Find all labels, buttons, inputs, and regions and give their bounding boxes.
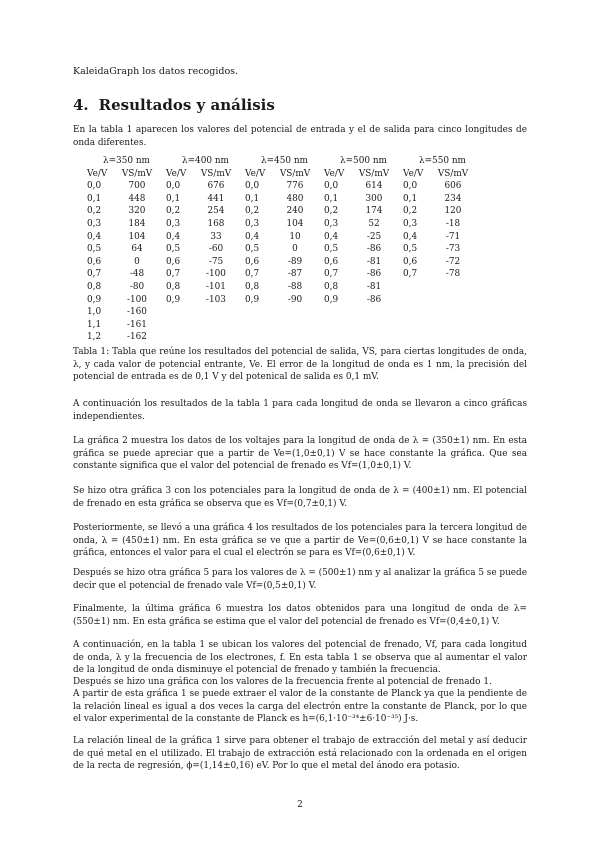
- cell-vs: 320: [128, 206, 146, 217]
- wavelength-header: λ=550 nm: [419, 156, 466, 166]
- paragraph-5: Después se hizo otra gráfica 5 para los valores de λ = (500±1) nm y al analizar la gráfica 5 se puede decir que el potencial de frenado vale Vf=(0,5±0,1) V.: [73, 568, 527, 591]
- cell-ve: 0,4: [166, 231, 181, 242]
- cell-ve: 0,8: [87, 281, 102, 292]
- intro-line: KaleidaGraph los datos recogidos.: [73, 66, 239, 77]
- cell-vs: -100: [127, 294, 147, 305]
- cell-vs: 33: [210, 231, 222, 242]
- cell-ve: 0,3: [166, 218, 181, 229]
- cell-ve: 0,2: [87, 206, 102, 217]
- cell-ve: 0,1: [166, 193, 181, 204]
- cell-vs: -18: [445, 218, 461, 229]
- table-row: [324, 231, 394, 244]
- column-header-ve: Ve/V: [245, 168, 266, 179]
- cell-ve: 0,2: [324, 206, 339, 217]
- table-row: [166, 256, 236, 269]
- table-row: [87, 180, 157, 193]
- cell-vs: 174: [365, 206, 383, 217]
- cell-ve: 0,1: [403, 193, 418, 204]
- column-headers: [324, 168, 394, 181]
- cell-vs: 254: [207, 206, 225, 217]
- cell-vs: 614: [365, 181, 383, 192]
- cell-vs: -86: [366, 294, 382, 305]
- wavelength-header: λ=450 nm: [261, 156, 308, 166]
- cell-ve: 0,8: [245, 281, 260, 292]
- cell-ve: 0,9: [87, 294, 102, 305]
- cell-ve: 0,7: [403, 269, 418, 280]
- table-row: [403, 205, 473, 218]
- cell-vs: -89: [287, 256, 303, 267]
- paragraph-10: La relación lineal de la gráfica 1 sirve para obtener el trabajo de extracción del metal y así deducir de qué metal en el utilizado. El trabajo de extracción está relacionado con la ordenada en el origen de la recta de regresión, ϕ=(1,14±0,16) eV. Por lo que el metal del ánodo era potasio.: [73, 736, 527, 772]
- cell-vs: 776: [286, 181, 304, 192]
- paragraph-6: Finalmente, la última gráfica 6 muestra los datos obtenidos para una longitud de onda de λ=(550±1) nm. En esta gráfica se estima que el valor del potencial de frenado es Vf=(0,4±0,1) V.: [73, 604, 527, 627]
- table-row: [87, 231, 157, 244]
- table-group-5: [403, 155, 473, 281]
- table-row: [324, 193, 394, 206]
- cell-vs: -81: [366, 256, 382, 267]
- cell-ve: 0,4: [245, 231, 260, 242]
- cell-vs: -86: [366, 269, 382, 280]
- table-row: [324, 256, 394, 269]
- column-header-vs: VS/mV: [358, 168, 390, 179]
- section-number: 4.: [73, 96, 89, 114]
- cell-ve: 0,6: [245, 256, 260, 267]
- cell-vs: 441: [207, 193, 225, 204]
- cell-ve: 0,7: [245, 269, 260, 280]
- table-group-3: [245, 155, 315, 306]
- cell-vs: 184: [128, 218, 146, 229]
- table-row: [403, 180, 473, 193]
- cell-ve: 0,7: [166, 269, 181, 280]
- cell-vs: -161: [127, 319, 147, 330]
- cell-vs: -81: [366, 281, 382, 292]
- table-row: [324, 205, 394, 218]
- cell-vs: 104: [128, 231, 146, 242]
- column-headers: [403, 168, 473, 181]
- paragraph-1: A continuación los resultados de la tabla 1 para cada longitud de onda se llevaron a cinco gráficas independientes.: [73, 399, 527, 422]
- table-row: [166, 294, 236, 307]
- cell-ve: 0,4: [403, 231, 418, 242]
- cell-vs: -78: [445, 269, 461, 280]
- section-heading: [73, 96, 275, 114]
- cell-ve: 1,2: [87, 332, 102, 343]
- table-row: [166, 243, 236, 256]
- table-row: [166, 193, 236, 206]
- table-row: [87, 319, 157, 332]
- cell-vs: -103: [206, 294, 226, 305]
- table-row: [245, 180, 315, 193]
- cell-ve: 0,0: [87, 181, 102, 192]
- cell-ve: 0,9: [245, 294, 260, 305]
- table-row: [245, 256, 315, 269]
- cell-ve: 0,6: [403, 256, 418, 267]
- cell-vs: 120: [444, 206, 462, 217]
- paragraph-2: La gráfica 2 muestra los datos de los voltajes para la longitud de onda de λ = (350±1) nm. En esta gráfica se puede apreciar que a partir de Ve=(1,0±0,1) V se hace constante la gráfica. Que sea constante significa que el valor del potencial de frenado es Vf=(1,0±0,1) V.: [73, 436, 527, 472]
- cell-ve: 0,6: [324, 256, 339, 267]
- cell-ve: 0,0: [324, 181, 339, 192]
- cell-vs: -73: [445, 244, 461, 255]
- cell-ve: 0,3: [324, 218, 339, 229]
- paragraph-9: A partir de esta gráfica 1 se puede extraer el valor de la constante de Planck ya que la pendiente de la relación lineal es igual a dos veces la carga del electrón entre la constante de Planck, por lo que el valor experimental de la constante de Planck es h=(6,1·10⁻³⁴±6·10⁻³⁵) J·s.: [73, 689, 527, 725]
- table-row: [403, 218, 473, 231]
- cell-vs: -160: [127, 307, 147, 318]
- table-row: [87, 218, 157, 231]
- table-row: [245, 218, 315, 231]
- column-header-vs: VS/mV: [200, 168, 232, 179]
- cell-ve: 0,1: [324, 193, 339, 204]
- table-row: [245, 281, 315, 294]
- table-row: [166, 205, 236, 218]
- cell-vs: 64: [131, 244, 143, 255]
- cell-ve: 0,2: [166, 206, 181, 217]
- cell-vs: -87: [287, 269, 303, 280]
- cell-ve: 0,2: [403, 206, 418, 217]
- cell-ve: 0,9: [324, 294, 339, 305]
- table-row: [324, 281, 394, 294]
- table-row: [87, 243, 157, 256]
- cell-vs: -90: [287, 294, 303, 305]
- cell-ve: 0,5: [87, 244, 102, 255]
- cell-ve: 0,9: [166, 294, 181, 305]
- cell-ve: 0,7: [87, 269, 102, 280]
- cell-ve: 0,6: [166, 256, 181, 267]
- table-row: [324, 243, 394, 256]
- table-row: [87, 281, 157, 294]
- table-row: [403, 193, 473, 206]
- cell-ve: 0,0: [245, 181, 260, 192]
- table-row: [324, 180, 394, 193]
- table-row: [245, 243, 315, 256]
- cell-vs: -101: [206, 281, 226, 292]
- table-row: [87, 331, 157, 344]
- table-group-1: [87, 155, 157, 344]
- table-row: [324, 294, 394, 307]
- table-row: [87, 256, 157, 269]
- cell-ve: 0,8: [324, 281, 339, 292]
- column-header-vs: VS/mV: [121, 168, 153, 179]
- cell-ve: 0,4: [324, 231, 339, 242]
- cell-vs: 0: [134, 256, 140, 267]
- cell-vs: -88: [287, 281, 303, 292]
- cell-vs: 52: [368, 218, 380, 229]
- table-intro-paragraph: En la tabla 1 aparecen los valores del potencial de entrada y el de salida para cinco longitudes de onda diferentes.: [73, 125, 527, 148]
- table-row: [166, 180, 236, 193]
- table-row: [166, 231, 236, 244]
- cell-vs: 104: [286, 218, 304, 229]
- cell-vs: 300: [365, 193, 383, 204]
- wavelength-header: λ=350 nm: [103, 156, 150, 166]
- table-row: [245, 205, 315, 218]
- cell-ve: 0,4: [87, 231, 102, 242]
- column-header-vs: VS/mV: [279, 168, 311, 179]
- table-row: [166, 218, 236, 231]
- cell-vs: 240: [286, 206, 304, 217]
- column-headers: [166, 168, 236, 181]
- page-number: 2: [297, 800, 303, 810]
- cell-ve: 0,0: [166, 181, 181, 192]
- table-row: [245, 193, 315, 206]
- cell-ve: 0,6: [87, 256, 102, 267]
- cell-ve: 0,5: [245, 244, 260, 255]
- cell-vs: -72: [445, 256, 461, 267]
- table-row: [403, 243, 473, 256]
- column-header-ve: Ve/V: [403, 168, 424, 179]
- table-row: [87, 306, 157, 319]
- cell-vs: -25: [366, 231, 382, 242]
- cell-vs: -71: [445, 231, 461, 242]
- cell-vs: 448: [128, 193, 146, 204]
- cell-vs: 480: [286, 193, 304, 204]
- cell-vs: -162: [127, 332, 147, 343]
- cell-ve: 0,1: [245, 193, 260, 204]
- table-row: [87, 294, 157, 307]
- table-row: [245, 268, 315, 281]
- table-row: [87, 193, 157, 206]
- table-row: [403, 231, 473, 244]
- cell-vs: -48: [129, 269, 145, 280]
- cell-vs: 676: [207, 181, 225, 192]
- table-row: [403, 268, 473, 281]
- wavelength-header: λ=500 nm: [340, 156, 387, 166]
- table-row: [403, 256, 473, 269]
- section-title: Resultados y análisis: [98, 96, 275, 114]
- cell-vs: 0: [292, 244, 298, 255]
- cell-vs: -60: [208, 244, 224, 255]
- cell-ve: 0,1: [87, 193, 102, 204]
- table-group-4: [324, 155, 394, 306]
- cell-vs: 700: [128, 181, 146, 192]
- cell-vs: -86: [366, 244, 382, 255]
- cell-ve: 0,5: [324, 244, 339, 255]
- paragraph-3: Se hizo otra gráfica 3 con los potenciales para la longitud de onda de λ = (400±1) nm. El potencial de frenado en esta gráfica se observa que es Vf=(0,7±0,1) V.: [73, 486, 527, 509]
- cell-vs: -80: [129, 281, 145, 292]
- cell-ve: 0,2: [245, 206, 260, 217]
- column-headers: [87, 168, 157, 181]
- paragraph-8: Después se hizo una gráfica con los valores de la frecuencia frente al potencial de frenado 1.: [73, 677, 492, 687]
- cell-ve: 1,0: [87, 307, 102, 318]
- column-headers: [245, 168, 315, 181]
- cell-vs: 10: [289, 231, 301, 242]
- table-row: [87, 268, 157, 281]
- cell-ve: 1,1: [87, 319, 102, 330]
- paragraph-4: Posteriormente, se llevó a una gráfica 4 los resultados de los potenciales para la tercera longitud de onda, λ = (450±1) nm. En esta gráfica se ve que a partir de Ve=(0,6±0,1) V se hace constante la gráfica, entonces el valor para el cual el electrón se para es Vf=(0,6±0,1) V.: [73, 523, 527, 559]
- cell-vs: 234: [444, 193, 462, 204]
- cell-vs: 168: [207, 218, 225, 229]
- cell-vs: 606: [444, 181, 462, 192]
- column-header-ve: Ve/V: [166, 168, 187, 179]
- cell-ve: 0,0: [403, 181, 418, 192]
- cell-ve: 0,5: [166, 244, 181, 255]
- cell-ve: 0,8: [166, 281, 181, 292]
- column-header-ve: Ve/V: [324, 168, 345, 179]
- table-row: [245, 231, 315, 244]
- table-row: [324, 268, 394, 281]
- cell-ve: 0,3: [403, 218, 418, 229]
- table-caption: Tabla 1: Tabla que reúne los resultados del potencial de salida, VS, para ciertas longitudes de onda, λ, y cada valor de potencial entrante, Ve. El error de la longitud de onda es 1 nm, la precisión del potencial de entrada es de 0,1 V y del potenical de salida es 0,1 mV.: [73, 347, 527, 383]
- paragraph-7: A continuación, en la tabla 1 se ubican los valores del potencial de frenado, Vf, para cada longitud de onda, λ y la frecuencia de los electrones, f. En esta tabla 1 se observa que al aumentar el valor de la longitud de onda disminuye el potencial de frenado y también la frecuencia.: [73, 640, 527, 676]
- table-row: [324, 218, 394, 231]
- column-header-vs: VS/mV: [437, 168, 469, 179]
- cell-ve: 0,3: [245, 218, 260, 229]
- table-row: [166, 281, 236, 294]
- cell-ve: 0,5: [403, 244, 418, 255]
- cell-ve: 0,7: [324, 269, 339, 280]
- cell-ve: 0,3: [87, 218, 102, 229]
- table-group-2: [166, 155, 236, 306]
- column-header-ve: Ve/V: [87, 168, 108, 179]
- wavelength-header: λ=400 nm: [182, 156, 229, 166]
- cell-vs: -100: [206, 269, 226, 280]
- table-row: [87, 205, 157, 218]
- table-row: [245, 294, 315, 307]
- table-row: [166, 268, 236, 281]
- cell-vs: -75: [208, 256, 224, 267]
